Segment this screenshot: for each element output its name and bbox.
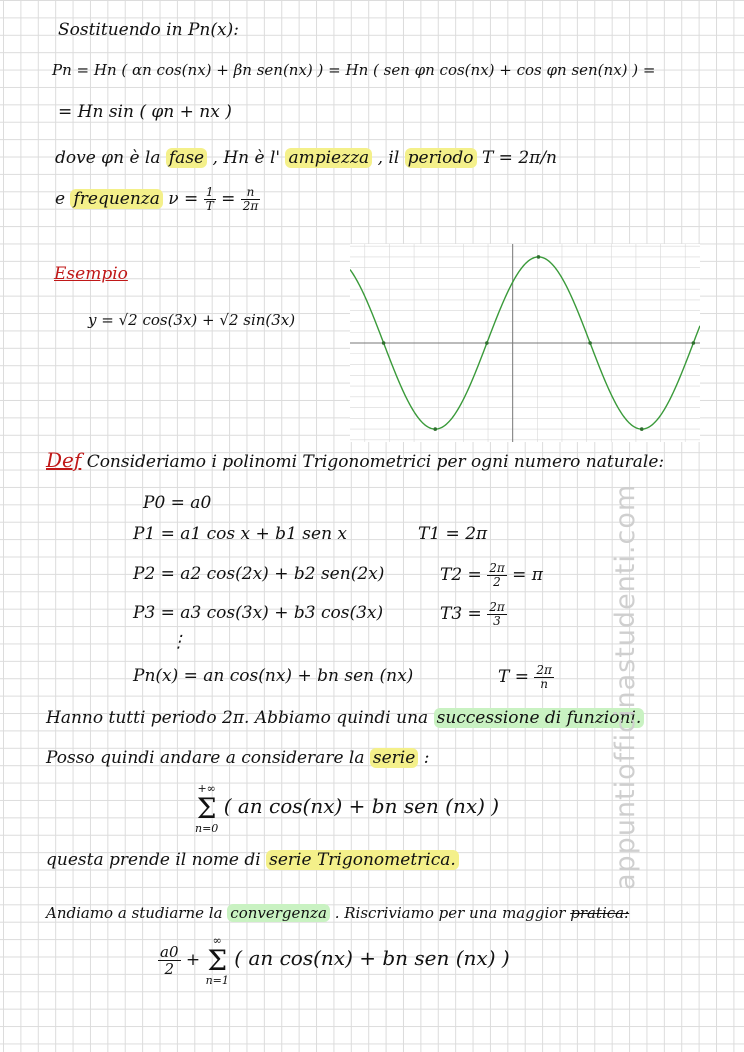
frac-num: 2π: [489, 600, 505, 614]
period-t2: [440, 562, 543, 589]
def-label: Def: [46, 448, 82, 472]
frac-num: 1: [204, 186, 216, 200]
highlight-frequenza: frequenza: [70, 189, 162, 209]
t3-label: T3 =: [440, 604, 482, 624]
sum-top: ∞: [212, 933, 222, 947]
highlight-ampiezza: ampiezza: [285, 148, 372, 168]
highlight-convergenza: convergenza: [227, 904, 330, 922]
polynomial-p1: P1 = a1 cos x + b1 sen x: [133, 524, 348, 544]
vertical-dots: ⋮: [170, 632, 187, 652]
pn-sin-form: = Hn sin ( φn + nx ): [58, 102, 232, 122]
text-riscriviamo: . Riscriviamo per una maggior: [334, 904, 566, 922]
fraction-2pi-over-3: [487, 601, 507, 628]
text-il: , il: [377, 148, 400, 168]
period-formula: T = 2π/n: [481, 148, 557, 168]
frac-den: 2π: [242, 199, 259, 213]
period-tn: [498, 664, 554, 691]
text-e: e: [55, 189, 66, 209]
polynomial-p0: P0 = a0: [143, 493, 212, 513]
series-body-2: ( an cos(nx) + bn sen (nx) ): [234, 946, 510, 970]
frac-den: n: [540, 677, 549, 691]
pn-expansion-line: Pn = Hn ( αn cos(nx) + βn sen(nx) ) = Hn ( sen φn cos(nx) + cos φn sen(nx) ) =: [52, 61, 656, 79]
text-pratica: pratica:: [570, 904, 630, 922]
text-nu: ν =: [168, 189, 199, 209]
example-title: Esempio: [54, 264, 128, 284]
period-t3: [440, 601, 507, 628]
example-equation: y = √2 cos(3x) + √2 sin(3x): [88, 311, 296, 329]
curve-point: [433, 427, 437, 431]
series-body-1: ( an cos(nx) + bn sen (nx) ): [223, 794, 500, 818]
text-amplitude-intro: , Hn è l': [212, 148, 281, 168]
curve-point: [537, 255, 541, 259]
sum-symbol-1: [195, 783, 218, 835]
highlight-serie: serie: [370, 748, 418, 768]
text-hanno-tutti: Hanno tutti periodo 2π. Abbiamo quindi una: [46, 708, 429, 728]
nome-line: [46, 848, 459, 872]
highlight-periodo: periodo: [405, 148, 477, 168]
text-posso-quindi: Posso quindi andare a considerare la: [46, 748, 365, 768]
frac-num: 2π: [536, 663, 552, 677]
serie-line: [46, 746, 429, 770]
sigma-glyph: Σ: [207, 943, 228, 977]
frac-num: a0: [160, 943, 179, 961]
frac-den: T: [205, 199, 214, 213]
frac-den: 2: [164, 960, 175, 978]
polynomial-p3: P3 = a3 cos(3x) + b3 cos(3x): [133, 603, 384, 623]
phase-amplitude-line: [55, 146, 557, 170]
highlight-successione: successione di funzioni.: [434, 708, 645, 728]
text-questa-prende: questa prende il nome di: [46, 850, 261, 870]
fraction-n-over-2pi: [241, 186, 261, 213]
sum-bottom: n=0: [195, 821, 219, 835]
text-colon: :: [423, 748, 430, 768]
substitution-heading: Sostituendo in Pn(x):: [58, 20, 239, 40]
frac-den: 2: [493, 575, 501, 589]
text-andiamo: Andiamo a studiarne la: [46, 904, 223, 922]
convergenza-line: [46, 901, 629, 925]
fraction-2pi-over-n: [534, 664, 554, 691]
t2-label: T2 =: [440, 565, 482, 585]
frac-num: 2π: [489, 561, 505, 575]
curve-point: [485, 341, 489, 345]
series-sum-1: [195, 776, 499, 838]
series-sum-2: [158, 930, 510, 988]
sigma-glyph: Σ: [196, 791, 217, 825]
definition-line: [46, 448, 664, 474]
fraction-1-over-T: [204, 186, 216, 213]
frac-num: n: [241, 186, 261, 200]
curve-point: [588, 341, 592, 345]
text-dove: dove φn è la: [55, 148, 161, 168]
plus-sign: +: [185, 950, 201, 970]
tn-label: T =: [498, 667, 529, 687]
curve-point: [382, 341, 386, 345]
t2-result: = π: [512, 565, 543, 585]
text-equals: =: [221, 189, 236, 209]
definition-text: Consideriamo i polinomi Trigonometrici per ogni numero naturale:: [86, 452, 665, 472]
fraction-a0-over-2: [158, 944, 181, 977]
polynomial-p2: P2 = a2 cos(2x) + b2 sen(2x): [133, 564, 385, 584]
curve-point: [692, 341, 696, 345]
curve-point: [640, 427, 644, 431]
watermark-text: appuntiofficinastudenti.com: [610, 483, 641, 890]
polynomial-pn: Pn(x) = an cos(nx) + bn sen (nx): [133, 666, 414, 686]
period-t1: T1 = 2π: [418, 524, 488, 544]
frac-den: 3: [493, 614, 501, 628]
sum-bottom: n=1: [205, 973, 229, 987]
highlight-serie-trigonometrica: serie Trigonometrica.: [266, 850, 459, 870]
sum-symbol-2: [206, 935, 229, 987]
fraction-2pi-over-2: [487, 562, 507, 589]
sine-graph: [350, 244, 700, 442]
highlight-fase: fase: [166, 148, 207, 168]
frequency-line: [55, 186, 260, 213]
sum-top: +∞: [197, 781, 216, 795]
successione-line: [46, 706, 644, 730]
